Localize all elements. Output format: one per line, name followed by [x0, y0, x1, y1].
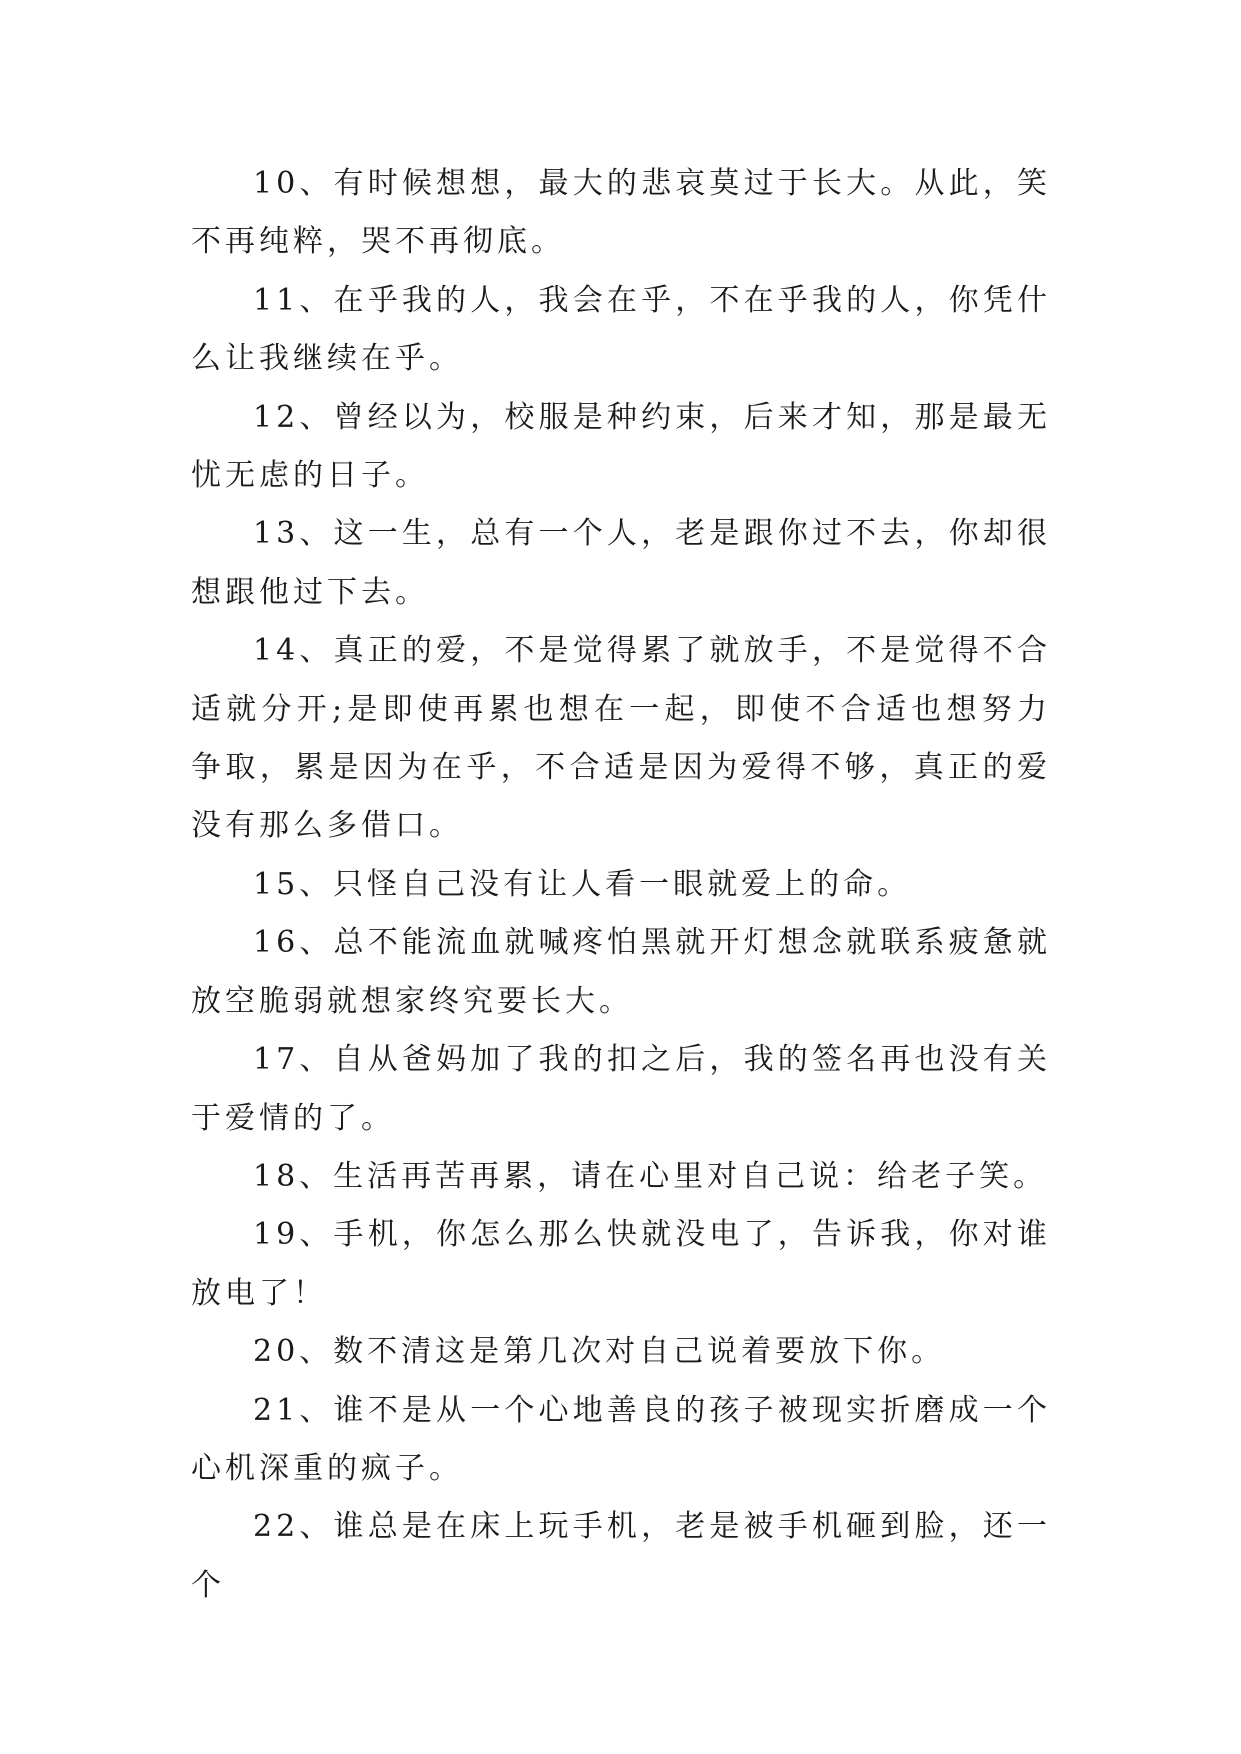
paragraph-12: 12、曾经以为，校服是种约束，后来才知，那是最无忧无虑的日子。 [191, 399, 1051, 494]
paragraph-20: 20、数不清这是第几次对自己说着要放下你。 [253, 1334, 946, 1370]
paragraph-16: 16、总不能流血就喊疼怕黑就开灯想念就联系疲惫就放空脆弱就想家终究要长大。 [191, 925, 1051, 1019]
paragraph-18: 18、生活再苦再累，请在心里对自己说：给老子笑。 [253, 1158, 1048, 1194]
paragraph-21: 21、谁不是从一个心地善良的孩子被现实折磨成一个心机深重的疯子。 [191, 1392, 1051, 1486]
paragraph-22: 22、谁总是在床上玩手机，老是被手机砸到脸，还一个 [191, 1509, 1051, 1603]
paragraph-11: 11、在乎我的人，我会在乎，不在乎我的人，你凭什么让我继续在乎。 [191, 282, 1051, 377]
paragraph-14: 14、真正的爱，不是觉得累了就放手，不是觉得不合适就分开;是即使再累也想在一起，即使不合适也想努力争取，累是因为在乎，不合适是因为爱得不够，真正的爱没有那么多借口。 [191, 633, 1051, 844]
paragraph-10: 10、有时候想想，最大的悲哀莫过于长大。从此，笑不再纯粹，哭不再彻底。 [191, 166, 1051, 260]
paragraph-19: 19、手机，你怎么那么快就没电了，告诉我，你对谁放电了！ [191, 1217, 1051, 1311]
paragraph-13: 13、这一生，总有一个人，老是跟你过不去，你却很想跟他过下去。 [191, 516, 1051, 610]
paragraph-17: 17、自从爸妈加了我的扣之后，我的签名再也没有关于爱情的了。 [191, 1042, 1051, 1136]
paragraph-15: 15、只怪自己没有让人看一眼就爱上的命。 [253, 866, 912, 902]
document-body [191, 155, 1051, 1615]
